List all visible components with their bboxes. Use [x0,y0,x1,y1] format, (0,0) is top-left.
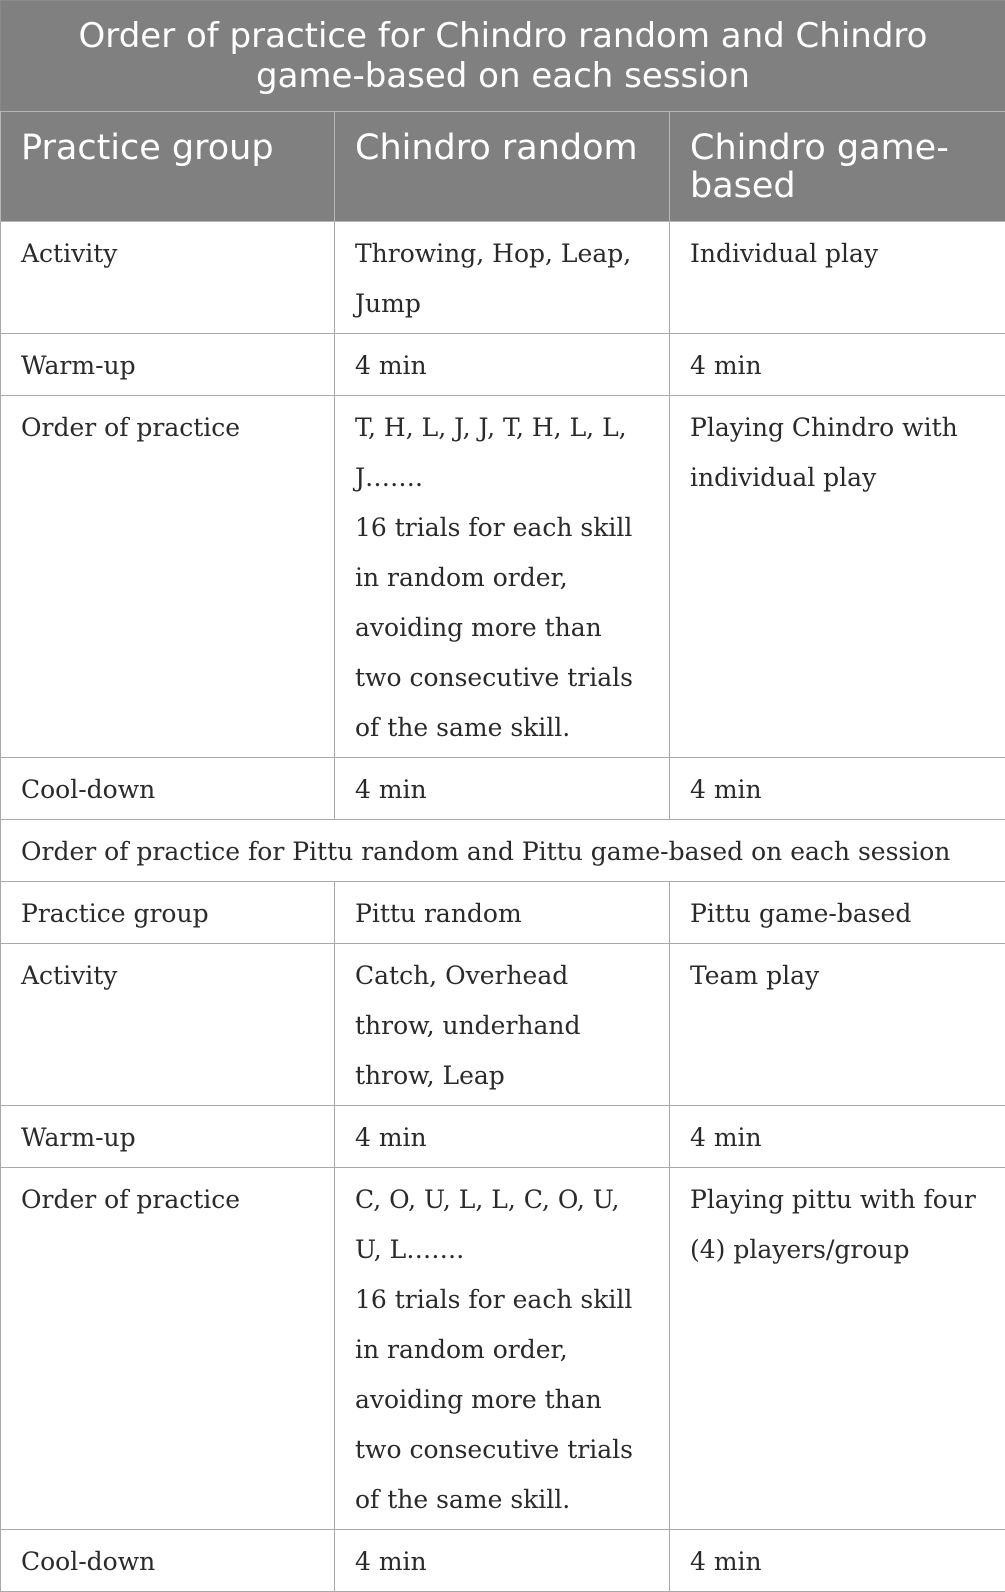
chindro-random-cell: Throwing, Hop, Leap, Jump [335,222,670,334]
pittu-section-title: Order of practice for Pittu random and Pittu game-based on each session [1,820,1005,882]
chindro-game-cell: Individual play [670,222,1005,334]
chindro-game-cell: 4 min [670,334,1005,396]
section-title-row [1,820,1005,882]
table-row [1,1106,1005,1168]
table-row [1,758,1005,820]
pittu-random-cell: 4 min [335,1106,670,1168]
table-title: Order of practice for Chindro random and Chindro game-based on each session [1,1,1005,112]
pittu-random-cell: 4 min [335,1530,670,1592]
table-row [1,396,1005,758]
row-label: Activity [1,944,335,1106]
row-label: Cool-down [1,1530,335,1592]
chindro-game-cell: 4 min [670,758,1005,820]
order-note: 16 trials for each skill in random order, avoiding more than two consecutive trials of the same skill. [355,503,649,753]
order-sequence: T, H, L, J, J, T, H, L, L, J……. [355,403,649,503]
order-note: 16 trials for each skill in random order, avoiding more than two consecutive trials of the same skill. [355,1275,649,1525]
row-label: Cool-down [1,758,335,820]
header-chindro-random: Chindro random [335,112,670,222]
pittu-game-cell: Team play [670,944,1005,1106]
table-row [1,1168,1005,1530]
pittu-game-cell: Playing pittu with four (4) players/group [670,1168,1005,1530]
chindro-random-cell [335,396,670,758]
table-row [1,222,1005,334]
pittu-game-cell: 4 min [670,1530,1005,1592]
table-row [1,334,1005,396]
row-label: Activity [1,222,335,334]
chindro-random-cell: 4 min [335,758,670,820]
header-practice-group: Practice group [1,112,335,222]
table-title-row [1,1,1005,112]
chindro-game-cell: Playing Chindro with individual play [670,396,1005,758]
table-row [1,944,1005,1106]
row-label: Order of practice [1,1168,335,1530]
pittu-game-header: Pittu game-based [670,882,1005,944]
pittu-game-cell: 4 min [670,1106,1005,1168]
header-chindro-game-based: Chindro game-based [670,112,1005,222]
row-label: Warm-up [1,334,335,396]
table-header-row [1,112,1005,222]
table-row [1,882,1005,944]
row-label: Warm-up [1,1106,335,1168]
row-label: Practice group [1,882,335,944]
chindro-random-cell: 4 min [335,334,670,396]
row-label: Order of practice [1,396,335,758]
pittu-random-cell [335,1168,670,1530]
pittu-random-header: Pittu random [335,882,670,944]
pittu-random-cell: Catch, Overhead throw, underhand throw, Leap [335,944,670,1106]
order-sequence: C, O, U, L, L, C, O, U, U, L……. [355,1175,649,1275]
